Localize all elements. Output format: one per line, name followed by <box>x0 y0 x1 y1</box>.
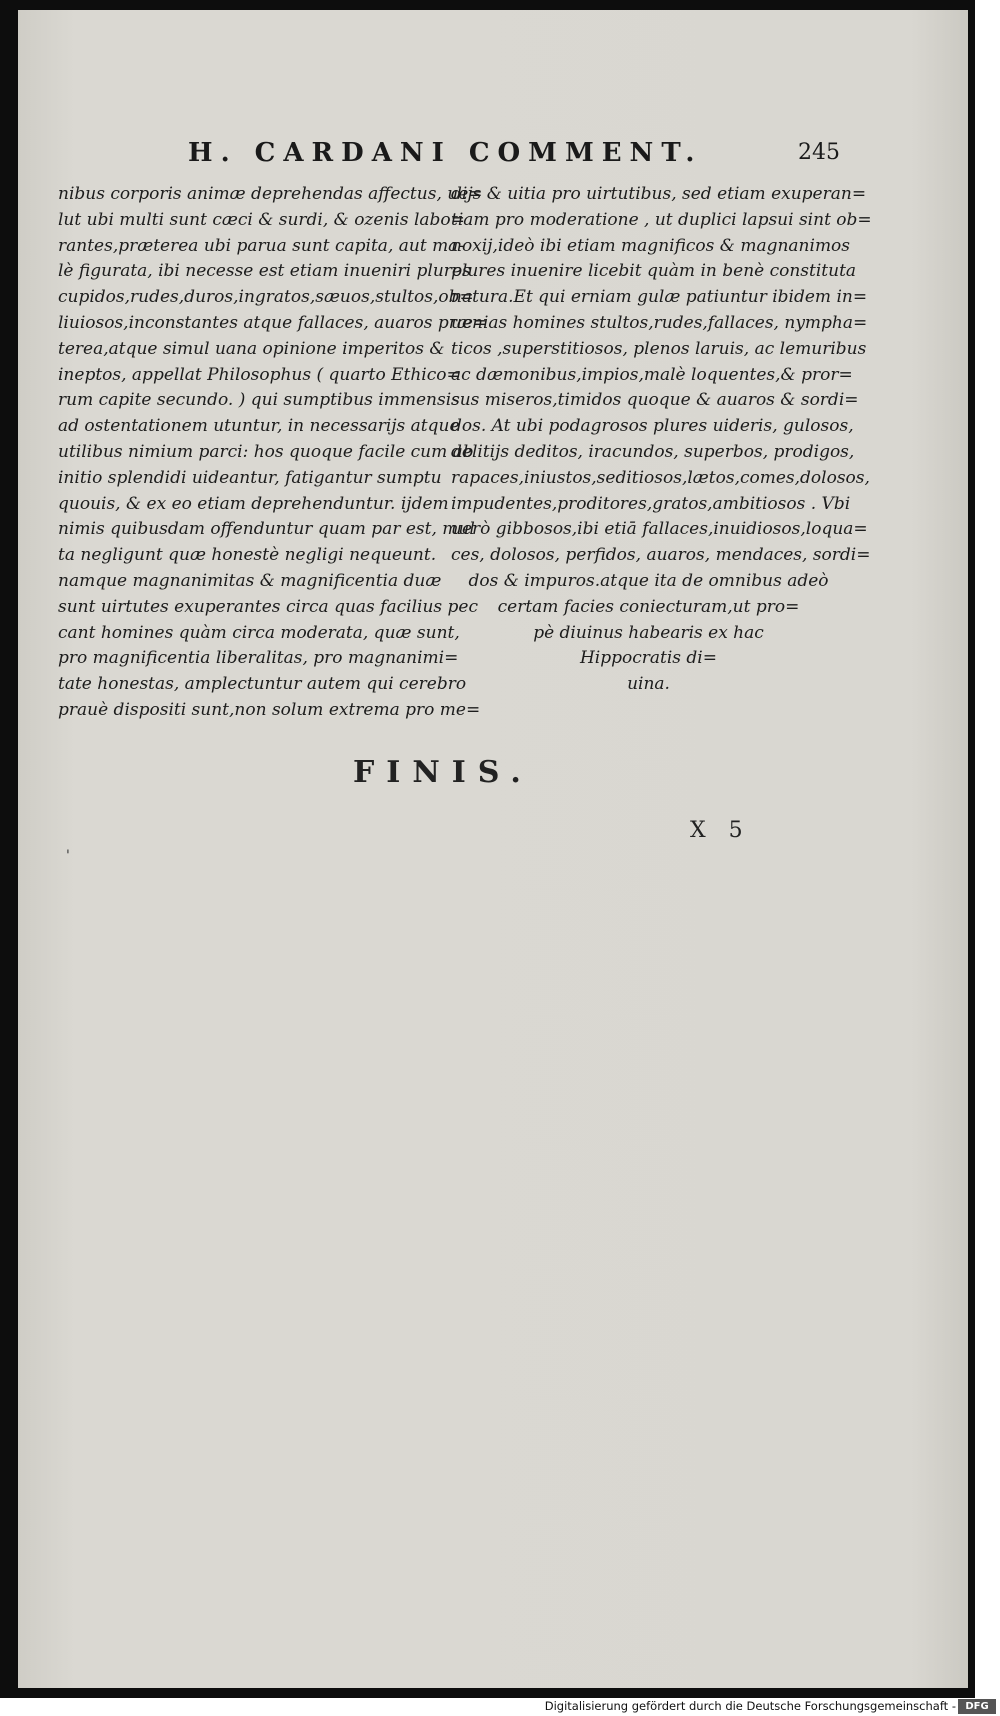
text-line: quouis, & ex eo etiam deprehenduntur. ijdem <box>58 493 449 514</box>
text-line: cupidos,rudes,duros,ingratos,sæuos,stultos,ob= <box>58 287 474 308</box>
text-line: initio splendidi uideantur, fatigantur sumptu <box>58 467 442 488</box>
text-line: rantes,præterea ubi parua sunt capita, aut ma- <box>58 235 465 256</box>
footer-bar <box>0 1698 1000 1716</box>
text-line: pè diuinus habearis ex hac <box>533 622 764 643</box>
stray-mark: ' <box>66 848 70 864</box>
text-line: lut ubi multi sunt cæci & surdi, & ozenis labo= <box>58 209 465 230</box>
book-page <box>18 10 968 1688</box>
text-line: plures inuenire licebit quàm in benè constituta <box>451 261 857 282</box>
text-line: namque magnanimitas & magnificentia duæ <box>58 570 442 591</box>
text-line: tate honestas, amplectuntur autem qui cerebro <box>58 674 467 695</box>
text-line: ac dæmonibus,impios,malè loquentes,& pror= <box>451 364 853 385</box>
text-line: prauè dispositi sunt,non solum extrema pro me= <box>58 699 481 720</box>
text-line: terea,atque simul uana opinione imperitos & <box>58 338 445 359</box>
text-line: liuiosos,inconstantes atque fallaces, auaros præ= <box>58 312 488 333</box>
text-line: ta negligunt quæ honestè negligi nequeunt. <box>58 545 437 566</box>
text-line: ad ostentationem utuntur, in necessarijs atque <box>58 416 460 437</box>
text-column-left <box>58 182 488 724</box>
text-line: tiam pro moderatione , ut duplici lapsui sint ob= <box>451 209 872 230</box>
text-column-right <box>451 182 872 698</box>
text-line: uenias homines stultos,rudes,fallaces, nympha= <box>451 312 868 333</box>
text-line: Hippocratis di= <box>579 648 717 669</box>
text-line: dos & impuros.atque ita de omnibus adeò <box>468 570 829 591</box>
text-line: sus miseros,timidos quoque & auaros & sordi= <box>451 390 859 411</box>
footer-credit: Digitalisierung gefördert durch die Deutsche Forschungsgemeinschaft - <box>544 1699 956 1713</box>
text-line: cant homines quàm circa moderata, quæ sunt, <box>58 622 460 643</box>
text-line: impudentes,proditores,gratos,ambitiosos . Vbi <box>451 493 851 514</box>
text-line: ticos ,superstitiosos, plenos laruis, ac lemuribus <box>451 338 867 359</box>
text-line: natura.Et qui erniam gulæ patiuntur ibidem in= <box>451 287 868 308</box>
page-number: 245 <box>798 140 840 165</box>
running-header <box>18 138 968 178</box>
text-line: dijs & uitia pro uirtutibus, sed etiam exuperan= <box>451 184 867 204</box>
text-line: sunt uirtutes exuperantes circa quas facilius pec <box>58 596 478 617</box>
text-line: ces, dolosos, perfidos, auaros, mendaces, sordi= <box>451 545 871 566</box>
finis-mark: FINIS. <box>353 755 533 790</box>
text-line: utilibus nimium parci: hos quoque facile cum ab <box>58 441 474 462</box>
running-title: H. CARDANI COMMENT. <box>188 138 703 168</box>
text-line: dos. At ubi podagrosos plures uideris, gulosos, <box>451 416 854 437</box>
dfg-logo: DFG <box>958 1699 996 1714</box>
text-line: pro magnificentia liberalitas, pro magnanimi= <box>58 648 459 669</box>
text-line: certam facies coniecturam,ut pro= <box>497 596 800 617</box>
text-line: uina. <box>627 674 670 695</box>
text-line: delitijs deditos, iracundos, superbos, prodigos, <box>451 441 855 462</box>
text-line: noxij,ideò ibi etiam magnificos & magnanimos <box>451 235 851 256</box>
text-line: rapaces,iniustos,seditiosos,lætos,comes,dolosos, <box>451 467 870 488</box>
text-line: ineptos, appellat Philosophus ( quarto Ethico= <box>58 364 461 385</box>
text-line: nibus corporis animæ deprehendas affectus, ue= <box>58 184 483 204</box>
text-line: uerò gibbosos,ibi etiā fallaces,inuidiosos,loqua= <box>451 519 868 540</box>
text-line: nimis quibusdam offenduntur quam par est, mul <box>58 519 475 540</box>
text-line: rum capite secundo. ) qui sumptibus immensis <box>58 390 460 411</box>
text-line: lè figurata, ibi necesse est etiam inueniri plures <box>58 261 471 282</box>
signature-mark: X 5 <box>690 818 751 843</box>
